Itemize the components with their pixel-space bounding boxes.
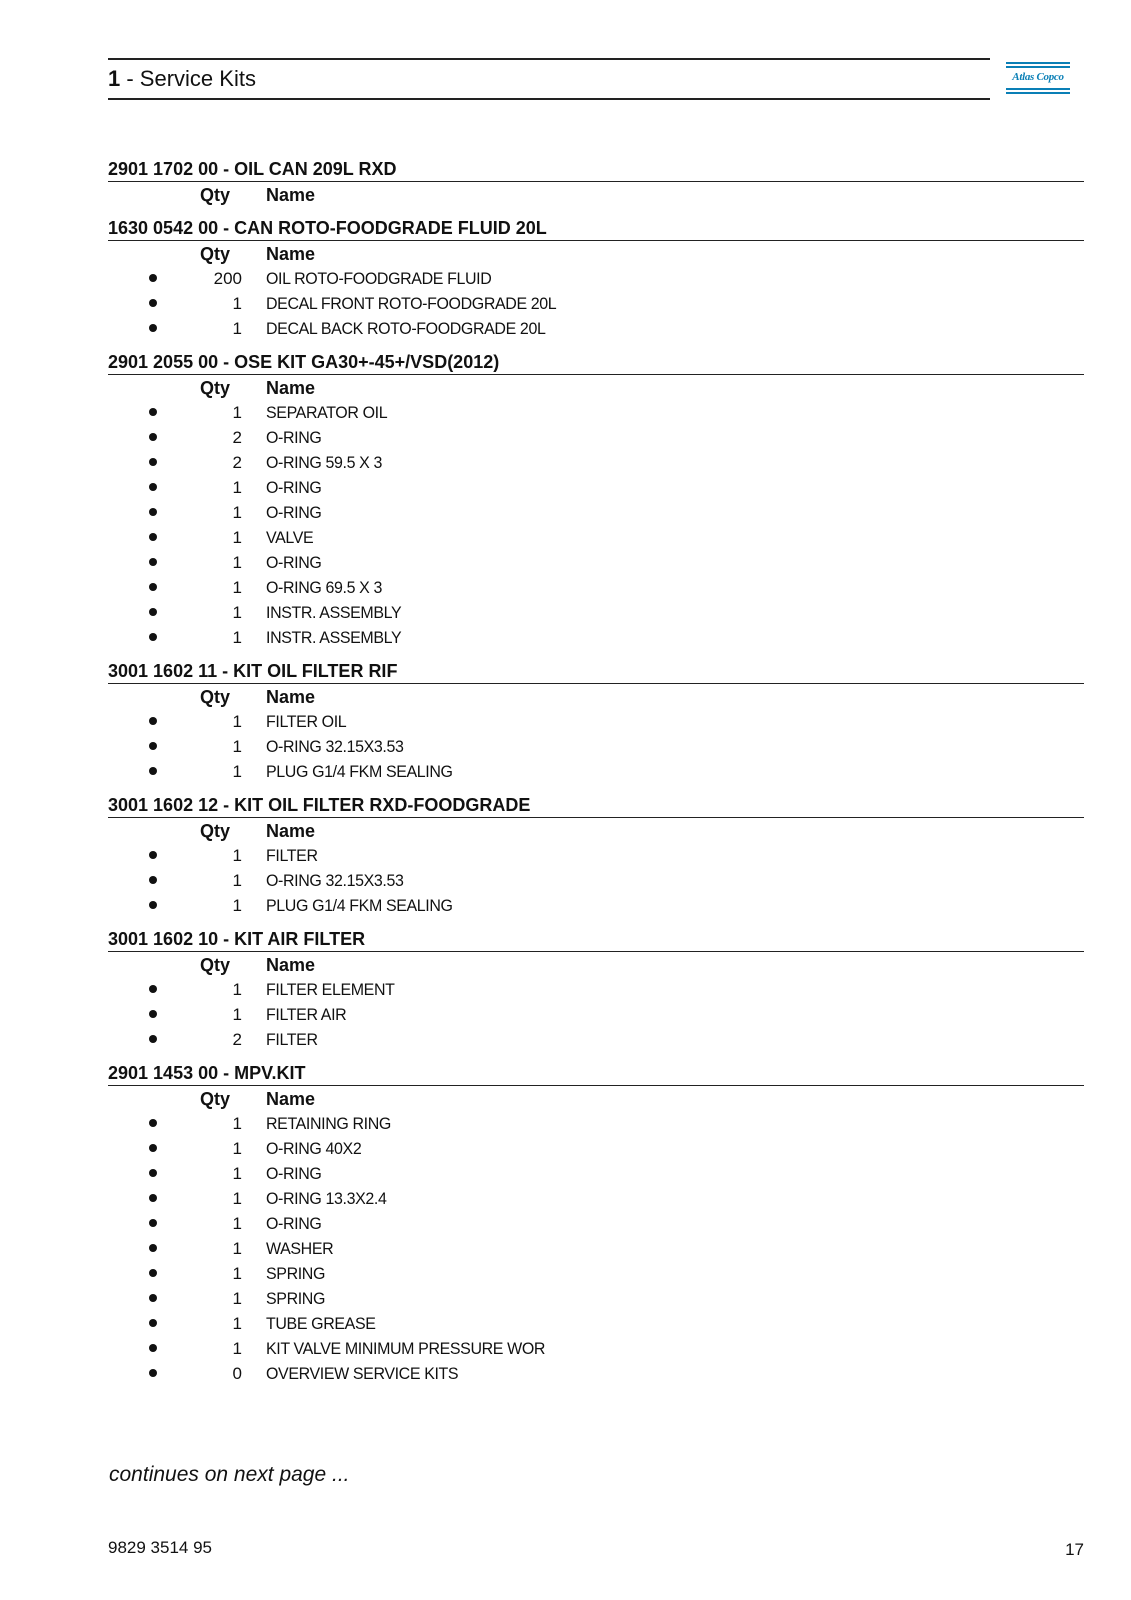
item-name: WASHER bbox=[266, 1239, 334, 1258]
kit-item-row bbox=[108, 450, 1084, 475]
kit-column-header bbox=[108, 241, 1084, 266]
kit-section bbox=[108, 1062, 1084, 1386]
qty-header: Qty bbox=[200, 378, 231, 398]
item-name: PLUG G1/4 FKM SEALING bbox=[266, 762, 453, 781]
bullet-icon bbox=[149, 433, 157, 441]
kit-item-row bbox=[108, 1111, 1084, 1136]
item-name: SPRING bbox=[266, 1264, 326, 1283]
kit-item-row bbox=[108, 1002, 1084, 1027]
bullet-icon bbox=[149, 533, 157, 541]
kit-item-row bbox=[108, 425, 1084, 450]
kit-item-row bbox=[108, 291, 1084, 316]
kit-title: 3001 1602 10 - KIT AIR FILTER bbox=[108, 928, 1084, 952]
item-name: FILTER bbox=[266, 846, 318, 865]
kit-item-row bbox=[108, 709, 1084, 734]
item-qty: 2 bbox=[232, 1030, 242, 1049]
item-name: KIT VALVE MINIMUM PRESSURE WOR bbox=[266, 1339, 546, 1358]
item-name: O-RING bbox=[266, 478, 322, 497]
logo-bar-top-2 bbox=[1006, 66, 1070, 68]
item-qty: 1 bbox=[232, 1314, 242, 1333]
kit-item-row bbox=[108, 1161, 1084, 1186]
kit-section bbox=[108, 158, 1084, 207]
service-kits-list bbox=[108, 158, 1084, 1396]
bullet-icon bbox=[149, 767, 157, 775]
item-qty: 1 bbox=[232, 319, 242, 338]
bullet-icon bbox=[149, 324, 157, 332]
continues-note: continues on next page ... bbox=[109, 1463, 350, 1486]
name-header: Name bbox=[266, 687, 316, 707]
kit-item-row bbox=[108, 1027, 1084, 1052]
item-qty: 1 bbox=[232, 980, 242, 999]
item-name: O-RING 59.5 X 3 bbox=[266, 453, 383, 472]
kit-item-row bbox=[108, 600, 1084, 625]
kit-column-header bbox=[108, 684, 1084, 709]
page-number: 17 bbox=[1065, 1540, 1084, 1559]
name-header: Name bbox=[266, 1089, 316, 1109]
bullet-icon bbox=[149, 1269, 157, 1277]
atlas-copco-logo bbox=[1006, 62, 1070, 94]
item-qty: 2 bbox=[232, 453, 242, 472]
kit-item-row bbox=[108, 868, 1084, 893]
item-name: FILTER ELEMENT bbox=[266, 980, 395, 999]
item-qty: 1 bbox=[232, 1289, 242, 1308]
kit-title: 2901 1453 00 - MPV.KIT bbox=[108, 1062, 1084, 1086]
item-qty: 1 bbox=[232, 503, 242, 522]
bullet-icon bbox=[149, 1344, 157, 1352]
kit-section bbox=[108, 351, 1084, 650]
item-name: O-RING 32.15X3.53 bbox=[266, 871, 404, 890]
kit-item-row bbox=[108, 1286, 1084, 1311]
kit-item-row bbox=[108, 475, 1084, 500]
kit-column-header bbox=[108, 375, 1084, 400]
kit-item-row bbox=[108, 1136, 1084, 1161]
item-qty: 200 bbox=[213, 269, 242, 288]
kit-section bbox=[108, 794, 1084, 918]
bullet-icon bbox=[149, 1169, 157, 1177]
section-number: 1 bbox=[108, 66, 121, 91]
bullet-icon bbox=[149, 608, 157, 616]
item-name: O-RING bbox=[266, 1164, 322, 1183]
bullet-icon bbox=[149, 1219, 157, 1227]
kit-item-row bbox=[108, 1311, 1084, 1336]
item-qty: 1 bbox=[232, 294, 242, 313]
qty-header: Qty bbox=[200, 1089, 231, 1109]
item-qty: 1 bbox=[232, 628, 242, 647]
kit-section bbox=[108, 928, 1084, 1052]
item-name: O-RING bbox=[266, 553, 322, 572]
item-qty: 1 bbox=[232, 1214, 242, 1233]
kit-item-row bbox=[108, 316, 1084, 341]
section-title-text: - Service Kits bbox=[120, 66, 256, 91]
item-qty: 0 bbox=[232, 1364, 242, 1383]
kit-section bbox=[108, 217, 1084, 341]
item-name: INSTR. ASSEMBLY bbox=[266, 628, 402, 647]
item-qty: 1 bbox=[232, 553, 242, 572]
item-qty: 1 bbox=[232, 1239, 242, 1258]
bullet-icon bbox=[149, 274, 157, 282]
name-header: Name bbox=[266, 378, 316, 398]
bullet-icon bbox=[149, 583, 157, 591]
item-name: FILTER OIL bbox=[266, 712, 347, 731]
qty-header: Qty bbox=[200, 821, 231, 841]
item-name: VALVE bbox=[266, 528, 314, 547]
item-qty: 1 bbox=[232, 712, 242, 731]
kit-column-header bbox=[108, 182, 1084, 207]
item-name: O-RING bbox=[266, 503, 322, 522]
kit-item-row bbox=[108, 575, 1084, 600]
kit-item-row bbox=[108, 1186, 1084, 1211]
item-name: OVERVIEW SERVICE KITS bbox=[266, 1364, 459, 1383]
item-name: DECAL BACK ROTO-FOODGRADE 20L bbox=[266, 319, 546, 338]
logo-bar-bottom bbox=[1006, 88, 1070, 90]
qty-header: Qty bbox=[200, 687, 231, 707]
item-qty: 1 bbox=[232, 1114, 242, 1133]
item-qty: 1 bbox=[232, 896, 242, 915]
bullet-icon bbox=[149, 483, 157, 491]
item-qty: 2 bbox=[232, 428, 242, 447]
bullet-icon bbox=[149, 742, 157, 750]
logo-bar-bottom-2 bbox=[1006, 92, 1070, 94]
kit-title: 2901 1702 00 - OIL CAN 209L RXD bbox=[108, 158, 1084, 182]
bullet-icon bbox=[149, 717, 157, 725]
kit-item-row bbox=[108, 1261, 1084, 1286]
kit-item-row bbox=[108, 893, 1084, 918]
item-qty: 1 bbox=[232, 578, 242, 597]
item-name: PLUG G1/4 FKM SEALING bbox=[266, 896, 453, 915]
bullet-icon bbox=[149, 633, 157, 641]
item-name: FILTER AIR bbox=[266, 1005, 347, 1024]
bullet-icon bbox=[149, 901, 157, 909]
item-qty: 1 bbox=[232, 1164, 242, 1183]
kit-column-header bbox=[108, 1086, 1084, 1111]
item-name: TUBE GREASE bbox=[266, 1314, 376, 1333]
item-qty: 1 bbox=[232, 762, 242, 781]
bullet-icon bbox=[149, 1119, 157, 1127]
logo-bar-top bbox=[1006, 62, 1070, 64]
bullet-icon bbox=[149, 1319, 157, 1327]
item-name: O-RING 13.3X2.4 bbox=[266, 1189, 387, 1208]
kit-item-row bbox=[108, 400, 1084, 425]
item-name: O-RING 40X2 bbox=[266, 1139, 362, 1158]
item-name: INSTR. ASSEMBLY bbox=[266, 603, 402, 622]
bullet-icon bbox=[149, 1010, 157, 1018]
item-name: SPRING bbox=[266, 1289, 326, 1308]
item-qty: 1 bbox=[232, 603, 242, 622]
item-qty: 1 bbox=[232, 871, 242, 890]
document-number: 9829 3514 95 bbox=[108, 1538, 212, 1557]
logo-wordmark: Atlas Copco bbox=[1012, 71, 1064, 83]
kit-item-row bbox=[108, 1361, 1084, 1386]
kit-item-row bbox=[108, 500, 1084, 525]
qty-header: Qty bbox=[200, 955, 231, 975]
item-name: O-RING 69.5 X 3 bbox=[266, 578, 383, 597]
name-header: Name bbox=[266, 244, 316, 264]
kit-item-row bbox=[108, 759, 1084, 784]
item-name: RETAINING RING bbox=[266, 1114, 391, 1133]
kit-section bbox=[108, 660, 1084, 784]
item-name: O-RING bbox=[266, 428, 322, 447]
bullet-icon bbox=[149, 851, 157, 859]
bullet-icon bbox=[149, 408, 157, 416]
bullet-icon bbox=[149, 458, 157, 466]
item-name: SEPARATOR OIL bbox=[266, 403, 388, 422]
bullet-icon bbox=[149, 1244, 157, 1252]
bullet-icon bbox=[149, 1035, 157, 1043]
item-qty: 1 bbox=[232, 478, 242, 497]
kit-item-row bbox=[108, 977, 1084, 1002]
bullet-icon bbox=[149, 1369, 157, 1377]
kit-item-row bbox=[108, 1211, 1084, 1236]
item-name: O-RING 32.15X3.53 bbox=[266, 737, 404, 756]
bullet-icon bbox=[149, 1294, 157, 1302]
kit-title: 1630 0542 00 - CAN ROTO-FOODGRADE FLUID 20L bbox=[108, 217, 1084, 241]
kit-title: 3001 1602 11 - KIT OIL FILTER RIF bbox=[108, 660, 1084, 684]
name-header: Name bbox=[266, 955, 316, 975]
bullet-icon bbox=[149, 508, 157, 516]
section-title bbox=[108, 66, 256, 92]
bullet-icon bbox=[149, 1194, 157, 1202]
item-qty: 1 bbox=[232, 1264, 242, 1283]
bullet-icon bbox=[149, 299, 157, 307]
item-qty: 1 bbox=[232, 1339, 242, 1358]
page-header bbox=[108, 58, 990, 100]
kit-title: 3001 1602 12 - KIT OIL FILTER RXD-FOODGRADE bbox=[108, 794, 1084, 818]
kit-item-row bbox=[108, 625, 1084, 650]
item-qty: 1 bbox=[232, 737, 242, 756]
item-name: DECAL FRONT ROTO-FOODGRADE 20L bbox=[266, 294, 557, 313]
kit-column-header bbox=[108, 818, 1084, 843]
kit-item-row bbox=[108, 734, 1084, 759]
item-qty: 1 bbox=[232, 846, 242, 865]
item-name: FILTER bbox=[266, 1030, 318, 1049]
item-name: O-RING bbox=[266, 1214, 322, 1233]
item-name: OIL ROTO-FOODGRADE FLUID bbox=[266, 269, 492, 288]
name-header: Name bbox=[266, 821, 316, 841]
kit-item-row bbox=[108, 1336, 1084, 1361]
name-header: Name bbox=[266, 185, 316, 205]
kit-item-row bbox=[108, 525, 1084, 550]
item-qty: 1 bbox=[232, 1189, 242, 1208]
bullet-icon bbox=[149, 558, 157, 566]
kit-title: 2901 2055 00 - OSE KIT GA30+-45+/VSD(2012) bbox=[108, 351, 1084, 375]
bullet-icon bbox=[149, 985, 157, 993]
qty-header: Qty bbox=[200, 244, 231, 264]
kit-item-row bbox=[108, 266, 1084, 291]
qty-header: Qty bbox=[200, 185, 231, 205]
bullet-icon bbox=[149, 876, 157, 884]
item-qty: 1 bbox=[232, 403, 242, 422]
bullet-icon bbox=[149, 1144, 157, 1152]
item-qty: 1 bbox=[232, 528, 242, 547]
item-qty: 1 bbox=[232, 1139, 242, 1158]
kit-item-row bbox=[108, 843, 1084, 868]
kit-item-row bbox=[108, 550, 1084, 575]
kit-item-row bbox=[108, 1236, 1084, 1261]
kit-column-header bbox=[108, 952, 1084, 977]
item-qty: 1 bbox=[232, 1005, 242, 1024]
